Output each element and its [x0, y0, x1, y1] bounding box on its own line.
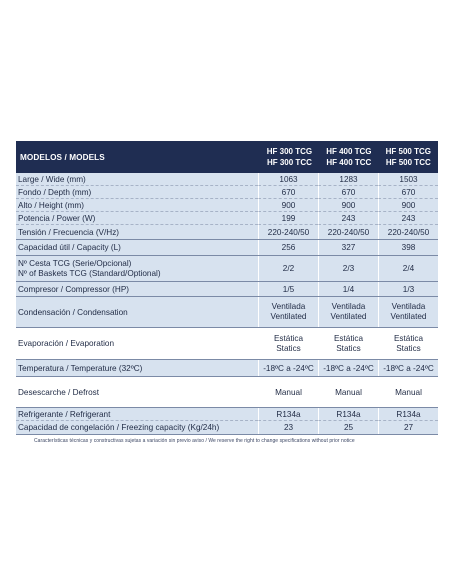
cell: 900 [258, 199, 318, 212]
cell: 1/3 [378, 282, 438, 296]
cell: 256 [258, 240, 318, 255]
row-label: Fondo / Depth (mm) [16, 186, 258, 199]
cell: Estática Statics [318, 328, 378, 359]
row-label: Refrigerante / Refrigerant [16, 408, 258, 421]
cell: 670 [318, 186, 378, 199]
cell: 23 [258, 421, 318, 434]
cell: 220-240/50 [258, 225, 318, 239]
cell: Ventilada Ventilated [378, 297, 438, 327]
cell: 1503 [378, 173, 438, 186]
cell: 670 [258, 186, 318, 199]
row-label: Alto / Height (mm) [16, 199, 258, 212]
table-row [16, 212, 438, 225]
table-row [16, 225, 438, 240]
cell: 243 [378, 212, 438, 225]
cell: Manual [378, 377, 438, 407]
table-row [16, 199, 438, 212]
table-row [16, 173, 438, 186]
cell: 1063 [258, 173, 318, 186]
cell: 398 [378, 240, 438, 255]
row-label: Tensión / Frecuencia (V/Hz) [16, 225, 258, 239]
cell: Manual [258, 377, 318, 407]
table-header [16, 141, 438, 173]
row-label: Large / Wide (mm) [16, 173, 258, 186]
cell: -18ºC a -24ºC [258, 360, 318, 376]
row-label: Condensación / Condensation [16, 297, 258, 327]
footnote: Características técnicas y constructivas sujetas a variación sin previo aviso / We reserve the right to change specifications without prior notice [34, 438, 355, 444]
model-column-3: HF 500 TCG HF 500 TCC [385, 147, 431, 167]
cell: 220-240/50 [378, 225, 438, 239]
table-row [16, 282, 438, 297]
header-label: MODELOS / MODELS [20, 152, 105, 162]
cell: 25 [318, 421, 378, 434]
cell: -18ºC a -24ºC [378, 360, 438, 376]
cell: 327 [318, 240, 378, 255]
row-label: Desescarche / Defrost [18, 387, 99, 397]
row-label: Compresor / Compressor (HP) [16, 282, 258, 296]
table-row [16, 328, 438, 360]
cell: R134a [378, 408, 438, 421]
cell: 900 [378, 199, 438, 212]
cell: R134a [318, 408, 378, 421]
cell: 2/4 [378, 256, 438, 281]
table-row [16, 377, 438, 408]
table-row [16, 360, 438, 377]
cell: 670 [378, 186, 438, 199]
row-label: Capacidad útil / Capacity (L) [16, 240, 258, 255]
spec-table [16, 141, 438, 444]
cell: R134a [258, 408, 318, 421]
row-label: Temperatura / Temperature (32ºC) [16, 360, 258, 376]
table-row [16, 297, 438, 328]
row-label: Nº Cesta TCG (Serie/Opcional) Nº of Baskets TCG (Standard/Optional) [16, 256, 258, 281]
model-column-1: HF 300 TCG HF 300 TCC [266, 147, 313, 167]
cell: 243 [318, 212, 378, 225]
cell: Estática Statics [258, 328, 318, 359]
cell: Manual [318, 377, 378, 407]
cell: Ventilada Ventilated [258, 297, 318, 327]
row-label: Evaporación / Evaporation [18, 339, 115, 348]
cell: -18ºC a -24ºC [318, 360, 378, 376]
table-row [16, 240, 438, 256]
cell: 220-240/50 [318, 225, 378, 239]
cell: Estática Statics [378, 328, 438, 359]
table-row [16, 256, 438, 282]
cell: 2/2 [258, 256, 318, 281]
row-label: Capacidad de congelación / Freezing capacity (Kg/24h) [16, 421, 258, 434]
cell: 1/4 [318, 282, 378, 296]
model-column-2: HF 400 TCG HF 400 TCC [326, 147, 372, 167]
cell: 1/5 [258, 282, 318, 296]
row-label: Potencia / Power (W) [16, 212, 258, 225]
table-row [16, 186, 438, 199]
table-row [16, 421, 438, 435]
cell: 199 [258, 212, 318, 225]
cell: 27 [378, 421, 438, 434]
cell: 1283 [318, 173, 378, 186]
cell: 2/3 [318, 256, 378, 281]
table-row [16, 408, 438, 421]
cell: Ventilada Ventilated [318, 297, 378, 327]
cell: 900 [318, 199, 378, 212]
